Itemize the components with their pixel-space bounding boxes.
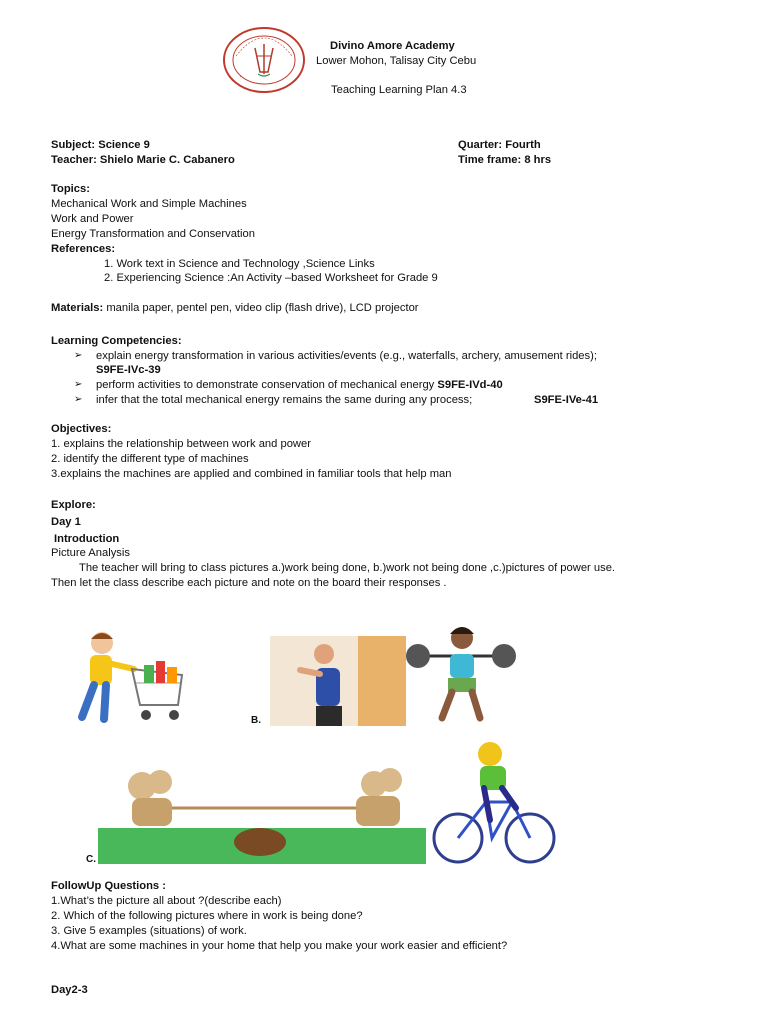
tug-of-war-illustration xyxy=(98,762,426,864)
competency-code: S9FE-IVd-40 xyxy=(437,379,503,391)
followup-question: 1.What’s the picture all about ?(describe each) xyxy=(51,895,282,907)
competency-text: perform activities to demonstrate conservation of mechanical energy xyxy=(96,379,435,391)
picture-analysis-heading: Picture Analysis xyxy=(51,547,130,559)
day-2-3-label: Day2-3 xyxy=(51,984,88,996)
woman-lifting-barbell-illustration xyxy=(404,618,519,728)
boy-pushing-cart-illustration xyxy=(60,625,185,725)
explore-paragraph-line: Then let the class describe each picture and note on the board their responses . xyxy=(51,577,447,589)
objective-item: 1. explains the relationship between work and power xyxy=(51,438,311,450)
explore-paragraph-line: The teacher will bring to class pictures a.)work being done, b.)work not being done ,c.)pictures of power use. xyxy=(79,562,616,574)
materials-text: manila paper, pentel pen, video clip (flash drive), LCD projector xyxy=(106,302,419,314)
competency-code: S9FE-IVc-39 xyxy=(96,364,161,376)
plan-title: Teaching Learning Plan 4.3 xyxy=(331,84,467,96)
topics-heading: Topics: xyxy=(51,183,90,195)
objective-item: 2. identify the different type of machines xyxy=(51,453,249,465)
arrow-bullet-icon: ➢ xyxy=(74,379,83,390)
topic-item: Mechanical Work and Simple Machines xyxy=(51,198,247,210)
cyclist-illustration xyxy=(430,740,558,866)
objective-item: 3.explains the machines are applied and combined in familiar tools that help man xyxy=(51,468,452,480)
materials-line xyxy=(51,302,419,314)
reference-item: 1. Work text in Science and Technology ,Science Links xyxy=(104,258,375,270)
topic-item: Energy Transformation and Conservation xyxy=(51,228,255,240)
reference-item: 2. Experiencing Science :An Activity –based Worksheet for Grade 9 xyxy=(104,272,438,284)
objectives-heading: Objectives: xyxy=(51,423,112,435)
competencies-heading: Learning Competencies: xyxy=(51,335,182,347)
references-heading: References: xyxy=(51,243,116,255)
subject-line: Subject: Science 9 xyxy=(51,139,150,151)
day-label: Day 1 xyxy=(51,516,81,528)
school-address: Lower Mohon, Talisay City Cebu xyxy=(316,55,477,67)
topic-item: Work and Power xyxy=(51,213,134,225)
time-frame-line: Time frame: 8 hrs xyxy=(458,154,552,166)
competency-text: explain energy transformation in various activities/events (e.g., waterfalls, archery, amusement rides); xyxy=(96,350,597,362)
picture-b-label: B. xyxy=(251,715,261,726)
man-pushing-wall-illustration xyxy=(270,636,406,726)
competency-line xyxy=(96,379,503,391)
materials-label: Materials: xyxy=(51,302,104,314)
followup-question: 2. Which of the following pictures where in work is being done? xyxy=(51,910,363,922)
arrow-bullet-icon: ➢ xyxy=(74,350,83,361)
competency-code: S9FE-IVe-41 xyxy=(534,394,599,406)
explore-heading: Explore: xyxy=(51,499,96,511)
introduction-heading: Introduction xyxy=(54,533,120,545)
followup-heading: FollowUp Questions : xyxy=(51,880,166,892)
school-name: Divino Amore Academy xyxy=(330,40,455,52)
quarter-line: Quarter: Fourth xyxy=(458,139,541,151)
teacher-line: Teacher: Shielo Marie C. Cabanero xyxy=(51,154,235,166)
competency-text: infer that the total mechanical energy remains the same during any process; xyxy=(96,394,473,406)
followup-question: 3. Give 5 examples (situations) of work. xyxy=(51,925,247,937)
followup-question: 4.What are some machines in your home that help you make your work easier and efficient? xyxy=(51,940,508,952)
picture-c-label: C. xyxy=(86,854,96,865)
school-seal-logo xyxy=(222,26,306,94)
arrow-bullet-icon: ➢ xyxy=(74,394,83,405)
